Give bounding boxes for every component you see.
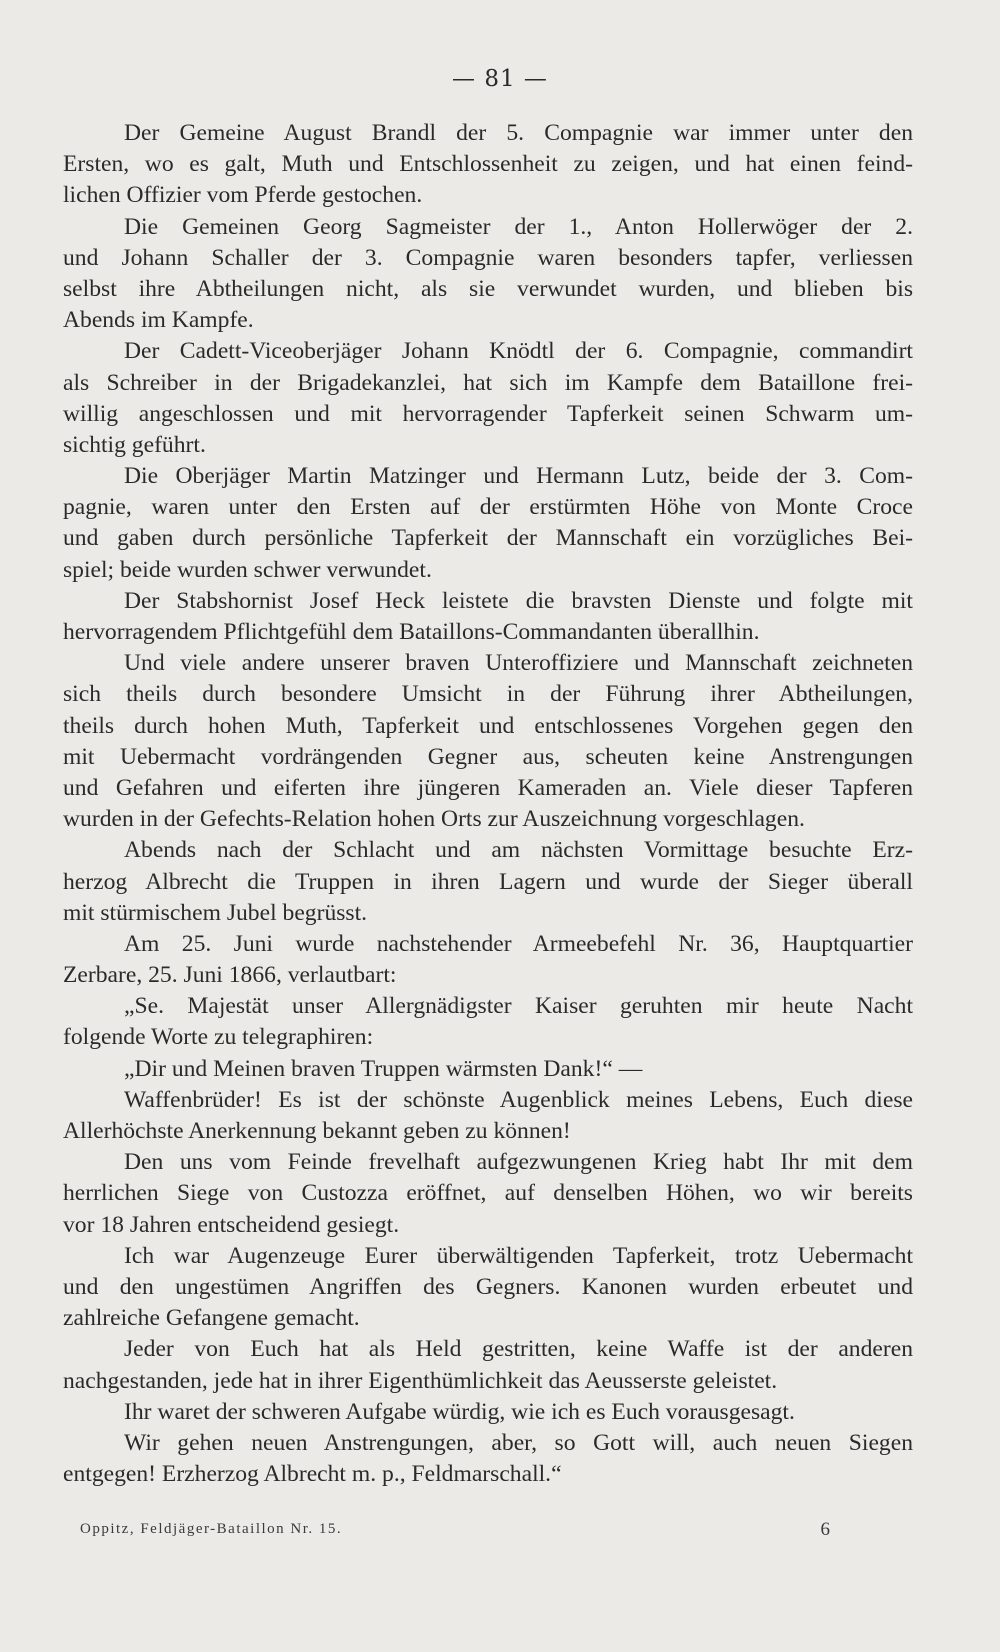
text-line: Der Gemeine August Brandl der 5. Compagnie war immer unter den xyxy=(124,120,913,146)
page-footer xyxy=(80,1519,830,1543)
text-line: und gaben durch persönliche Tapferkeit der Mannschaft ein vorzügliches Bei- xyxy=(63,525,913,552)
text-line: herzog Albrecht die Truppen in ihren Lagern und wurde der Sieger überall xyxy=(63,868,913,895)
page-number: — 81 — xyxy=(452,66,548,92)
text-line: entgegen! Erzherzog Albrecht m. p., Feldmarschall.“ xyxy=(63,1461,562,1488)
text-line: Abends nach der Schlacht und am nächsten Vormittage besuchte Erz- xyxy=(124,837,913,864)
text-line: Waffenbrüder! Es ist der schönste Augenblick meines Lebens, Euch diese xyxy=(124,1086,913,1113)
footer-signature-mark: 6 xyxy=(820,1519,830,1540)
text-line: Zerbare, 25. Juni 1866, verlautbart: xyxy=(63,962,397,989)
text-line: zahlreiche Gefangene gemacht. xyxy=(63,1305,360,1332)
text-line: willig angeschlossen und mit hervorragender Tapferkeit seinen Schwarm um- xyxy=(63,400,913,427)
text-line: Die Oberjäger Martin Matzinger und Hermann Lutz, beide der 3. Com- xyxy=(124,463,913,490)
text-line: nachgestanden, jede hat in ihrer Eigenthümlichkeit das Aeusserste geleistet. xyxy=(63,1367,778,1394)
text-line: herrlichen Siege von Custozza eröffnet, auf denselben Höhen, wo wir bereits xyxy=(63,1180,913,1207)
text-line: Ich war Augenzeuge Eurer überwältigenden Tapferkeit, trotz Uebermacht xyxy=(124,1242,913,1269)
text-line: selbst ihre Abtheilungen nicht, als sie verwundet wurden, und blieben bis xyxy=(63,275,913,302)
text-line: folgende Worte zu telegraphiren: xyxy=(63,1024,374,1051)
text-line: wurden in der Gefechts-Relation hohen Orts zur Auszeichnung vorgeschlagen. xyxy=(63,806,805,833)
text-line: „Se. Majestät unser Allergnädigster Kaiser geruhten mir heute Nacht xyxy=(124,993,913,1020)
text-line: hervorragendem Pflichtgefühl dem Bataillons-Commandanten überallhin. xyxy=(63,619,760,645)
text-line: sich theils durch besondere Umsicht in der Führung ihrer Abtheilungen, xyxy=(63,681,913,708)
text-line: Der Stabshornist Josef Heck leistete die bravsten Dienste und folgte mit xyxy=(124,587,913,614)
text-line: Abends im Kampfe. xyxy=(63,307,254,334)
text-line: vor 18 Jahren entscheidend gesiegt. xyxy=(63,1211,400,1238)
text-line: Jeder von Euch hat als Held gestritten, keine Waffe ist der anderen xyxy=(124,1336,913,1363)
text-line: Am 25. Juni wurde nachstehender Armeebefehl Nr. 36, Hauptquartier xyxy=(124,930,913,957)
text-line: mit stürmischem Jubel begrüsst. xyxy=(63,899,368,926)
text-line: sichtig geführt. xyxy=(63,431,206,458)
text-line: und den ungestümen Angriffen des Gegners. Kanonen wurden erbeutet und xyxy=(63,1273,913,1300)
text-line: spiel; beide wurden schwer verwundet. xyxy=(63,556,432,583)
text-line: und Gefahren und eiferten ihre jüngeren Kameraden an. Viele dieser Tapferen xyxy=(63,774,913,801)
text-line: Wir gehen neuen Anstrengungen, aber, so Gott will, auch neuen Siegen xyxy=(124,1429,913,1456)
text-line: mit Uebermacht vordrängenden Gegner aus, scheuten keine Anstrengungen xyxy=(63,743,913,770)
text-line: Den uns vom Feinde frevelhaft aufgezwungenen Krieg habt Ihr mit dem xyxy=(124,1149,913,1176)
text-line: „Dir und Meinen braven Truppen wärmsten Dank!“ — xyxy=(124,1055,643,1082)
text-line: Die Gemeinen Georg Sagmeister der 1., Anton Hollerwöger der 2. xyxy=(124,213,913,240)
text-line: theils durch hohen Muth, Tapferkeit und entschlossenes Vorgehen gegen den xyxy=(63,712,913,739)
text-line: Allerhöchste Anerkennung bekannt geben zu können! xyxy=(63,1118,571,1144)
text-line: Und viele andere unserer braven Unteroffiziere und Mannschaft zeichneten xyxy=(124,650,913,677)
page-body-text xyxy=(63,118,913,1490)
text-line: Ihr waret der schweren Aufgabe würdig, wie ich es Euch vorausgesagt. xyxy=(124,1398,795,1425)
text-line: und Johann Schaller der 3. Compagnie waren besonders tapfer, verliessen xyxy=(63,244,913,271)
text-line: Der Cadett-Viceoberjäger Johann Knödtl der 6. Compagnie, commandirt xyxy=(124,338,913,365)
text-line: lichen Offizier vom Pferde gestochen. xyxy=(63,182,423,209)
text-line: Ersten, wo es galt, Muth und Entschlossenheit zu zeigen, und hat einen feind- xyxy=(63,151,913,178)
text-line: pagnie, waren unter den Ersten auf der erstürmten Höhe von Monte Croce xyxy=(63,494,913,521)
footer-author-title: Oppitz, Feldjäger-Bataillon Nr. 15. xyxy=(80,1521,343,1537)
text-line: als Schreiber in der Brigadekanzlei, hat sich im Kampfe dem Bataillone frei- xyxy=(63,369,913,396)
